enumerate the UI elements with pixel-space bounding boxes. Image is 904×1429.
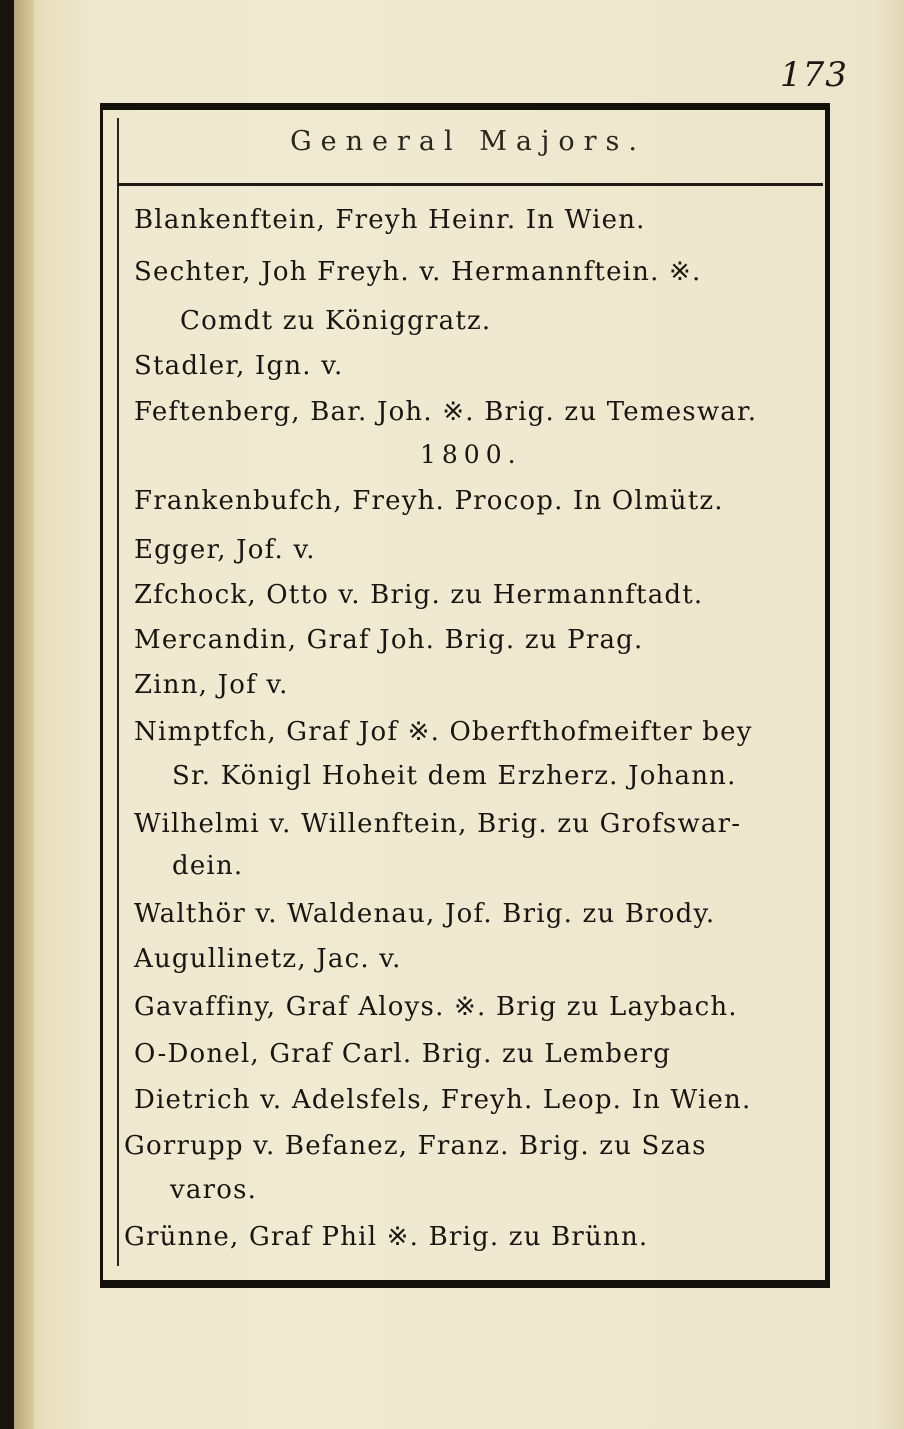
entry-line: Zfchock, Otto v. Brig. zu Hermannftadt. (134, 580, 704, 610)
entry-line: O-Donel, Graf Carl. Brig. zu Lemberg (134, 1039, 672, 1069)
entry-line: varos. (170, 1175, 258, 1205)
entry-line: Nimptfch, Graf Jof ※. Oberfthofmeifter bey (134, 717, 753, 747)
entry-line: Zinn, Jof v. (134, 670, 289, 700)
entry-line: Sechter, Joh Freyh. v. Hermannftein. ※. (134, 257, 702, 287)
entry-line: Grünne, Graf Phil ※. Brig. zu Brünn. (124, 1222, 649, 1252)
entry-line: Wilhelmi v. Willenftein, Brig. zu Grofswar- (134, 809, 742, 839)
year-heading: 1800. (420, 440, 522, 469)
page-gutter (14, 0, 34, 1429)
page-number: 173 (780, 55, 848, 95)
entry-line: Comdt zu Königgratz. (180, 306, 492, 336)
entry-line: Augullinetz, Jac. v. (134, 944, 402, 974)
heading-rule (117, 183, 823, 186)
entry-line: Mercandin, Graf Joh. Brig. zu Prag. (134, 625, 644, 655)
entry-line: Feftenberg, Bar. Joh. ※. Brig. zu Temeswar. (134, 397, 758, 427)
entry-line: Gavaffiny, Graf Aloys. ※. Brig zu Laybach. (134, 992, 738, 1022)
entry-line: Frankenbufch, Freyh. Procop. In Olmütz. (134, 486, 724, 516)
entry-line: dein. (172, 851, 244, 881)
entry-line: Sr. Königl Hoheit dem Erzherz. Johann. (172, 761, 737, 791)
entry-line: Gorrupp v. Befanez, Franz. Brig. zu Szas (124, 1131, 707, 1161)
entry-line: Stadler, Ign. v. (134, 351, 344, 381)
entry-line: Blankenftein, Freyh Heinr. In Wien. (134, 205, 646, 235)
section-heading: General Majors. (290, 126, 646, 157)
entry-line: Dietrich v. Adelsfels, Freyh. Leop. In Wien. (134, 1085, 752, 1115)
entry-line: Walthör v. Waldenau, Jof. Brig. zu Brody. (134, 899, 716, 929)
entry-line: Egger, Jof. v. (134, 535, 316, 565)
